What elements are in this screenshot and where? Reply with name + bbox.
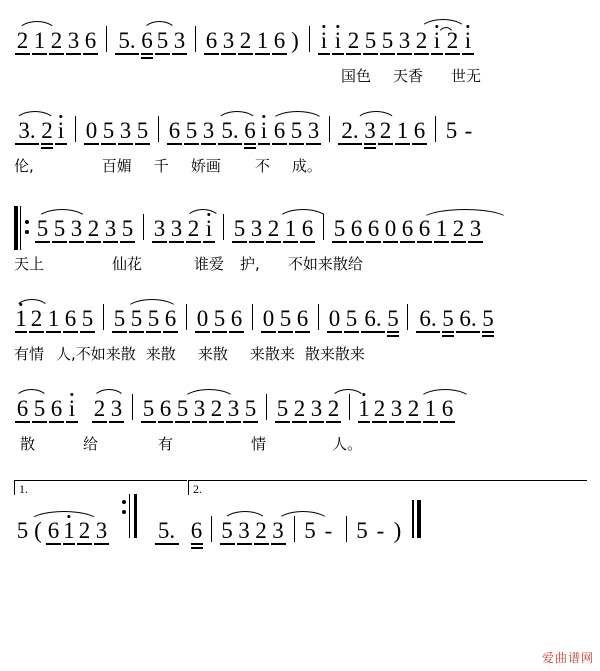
note: 3: [236, 508, 253, 554]
dash: -: [376, 518, 385, 543]
barline: [186, 304, 187, 330]
system-4: [0, 296, 600, 366]
note: 1: [45, 296, 62, 342]
barline: [195, 26, 196, 52]
dash: -: [464, 118, 473, 143]
system-1: [0, 18, 600, 88]
note: 6.: [360, 296, 386, 342]
lyric: 情: [251, 435, 267, 453]
note: 2: [413, 18, 430, 64]
volta-number-1: 1.: [19, 482, 28, 496]
note: 1: [394, 108, 411, 154]
system-1-notes: [0, 18, 600, 64]
lyric: 人,不如来散: [56, 345, 136, 363]
lyric: 护,: [240, 255, 260, 273]
lyric: 不: [254, 157, 270, 175]
lyric: 天香: [393, 67, 424, 85]
lyric: 娇画: [190, 157, 221, 175]
note: 6.: [455, 296, 481, 342]
lyric: 人。: [332, 435, 363, 453]
note: 2: [377, 108, 394, 154]
lyric: 有: [158, 435, 174, 453]
lyric: 散: [20, 435, 36, 453]
note: 2: [371, 386, 388, 432]
note: 5: [119, 206, 136, 252]
volta-bracket-1: [14, 480, 187, 495]
note: 5: [386, 296, 400, 342]
barline: [132, 394, 133, 420]
note: 3: [108, 386, 125, 432]
note: 3: [225, 386, 242, 432]
system-5-notes: [0, 386, 600, 432]
note: 5: [183, 108, 200, 154]
note: 6.: [415, 296, 441, 342]
note: 5: [304, 518, 316, 543]
lyric: 谁爱: [194, 255, 225, 273]
note: 3: [467, 206, 484, 252]
note: 3: [102, 206, 119, 252]
note: 5.: [114, 18, 140, 64]
note: 2: [28, 296, 45, 342]
note: 6: [190, 508, 204, 554]
note: 2: [91, 386, 108, 432]
note: 3.: [14, 108, 40, 154]
note: 5: [441, 296, 455, 342]
note: 2: [291, 386, 308, 432]
note: 6: [294, 296, 311, 342]
note-high: i: [54, 108, 68, 154]
barline: [266, 394, 267, 420]
lyric: 来散来: [249, 345, 295, 363]
lyric: 有情: [14, 345, 45, 363]
rest: 0: [326, 296, 343, 342]
barline: [211, 516, 212, 542]
system-5: [0, 386, 600, 456]
note: 3: [363, 108, 377, 154]
note: 2: [40, 108, 54, 154]
lyric: 散来散来: [304, 345, 365, 363]
barline: [106, 26, 107, 52]
note: 2: [48, 18, 65, 64]
note-high: i: [202, 206, 216, 252]
note: 3: [117, 108, 134, 154]
close-paren: ): [393, 518, 402, 543]
note: 3: [200, 108, 217, 154]
note: 6: [299, 206, 316, 252]
rest: 0: [194, 296, 211, 342]
note: 1: [31, 18, 48, 64]
system-2-lyrics: [0, 154, 600, 178]
barline: [329, 116, 330, 142]
note: 5: [154, 18, 171, 64]
barline: [75, 116, 76, 142]
system-3: [0, 206, 600, 276]
note: 3: [248, 206, 265, 252]
volta-bracket-2: [188, 480, 587, 495]
lyric: 来散: [197, 345, 228, 363]
barline: [158, 116, 159, 142]
note: 2: [208, 386, 225, 432]
note: 5: [231, 206, 248, 252]
note-high: 1: [357, 386, 371, 432]
rest: 0: [382, 206, 399, 252]
note: 6: [45, 508, 62, 554]
note: 5: [140, 386, 157, 432]
system-3-lyrics: [0, 252, 600, 276]
note: 2: [14, 18, 31, 64]
note: 6: [62, 296, 79, 342]
note: 6: [439, 386, 456, 432]
note-high: i: [331, 18, 345, 64]
note-high: 1: [14, 296, 28, 342]
lyric: 不如来散给: [287, 255, 363, 273]
barline: [435, 116, 436, 142]
lyric: 成。: [291, 157, 322, 175]
system-6: [0, 470, 600, 565]
phrase-close-paren: ): [291, 28, 299, 53]
note: 5: [34, 206, 51, 252]
note: 2: [450, 206, 467, 252]
note: 6: [271, 18, 288, 64]
note: 6: [140, 18, 154, 64]
note: 5: [79, 296, 96, 342]
note: 5.: [154, 508, 180, 554]
note: 3: [270, 508, 287, 554]
system-5-lyrics: [0, 432, 600, 456]
dash: -: [324, 518, 333, 543]
note: 2: [185, 206, 202, 252]
barline: [103, 304, 104, 330]
note-high: i: [461, 18, 475, 64]
note: 5: [111, 296, 128, 342]
note: 2.: [337, 108, 363, 154]
note: 2: [85, 206, 102, 252]
note: 3: [191, 386, 208, 432]
note: 3: [308, 386, 325, 432]
open-paren: (: [34, 518, 42, 543]
note: 5: [481, 296, 495, 342]
note: 6: [348, 206, 365, 252]
lyric: 仙花: [112, 255, 143, 273]
note: 2: [253, 508, 270, 554]
note: 3: [305, 108, 322, 154]
site-watermark: 爱曲谱网: [541, 651, 594, 665]
note: 3: [151, 206, 168, 252]
system-2-notes: [0, 108, 600, 154]
note: 2: [76, 508, 93, 554]
note: 1: [254, 18, 271, 64]
note-high: i: [430, 18, 444, 64]
system-3-notes: [0, 206, 600, 252]
lyric: 世无: [451, 67, 482, 85]
note: 2: [345, 18, 362, 64]
barline: [223, 214, 224, 240]
note: 5: [100, 108, 117, 154]
note: 6: [162, 296, 179, 342]
note: 2: [237, 18, 254, 64]
note: 5: [31, 386, 48, 432]
note: 5: [219, 508, 236, 554]
note: 1: [422, 386, 439, 432]
barline: [143, 214, 144, 240]
lyric: 天上: [14, 255, 45, 273]
system-4-notes: [0, 296, 600, 342]
system-4-lyrics: [0, 342, 600, 366]
note: 5: [16, 518, 29, 543]
note-high: i: [65, 386, 79, 432]
note: 5: [343, 296, 360, 342]
barline: [318, 304, 319, 330]
note: 5: [356, 518, 368, 543]
note-high: i: [257, 108, 271, 154]
note: 6: [411, 108, 428, 154]
note: 5: [445, 118, 458, 143]
note: 6: [48, 386, 65, 432]
barline: [252, 304, 253, 330]
note: 2: [325, 386, 342, 432]
note: 5: [274, 386, 291, 432]
lyric: 国色: [341, 67, 372, 85]
note: 6: [228, 296, 245, 342]
note: 5: [145, 296, 162, 342]
system-6-notes: [0, 508, 600, 554]
note: 2: [265, 206, 282, 252]
barline: [309, 26, 310, 52]
note: 5.: [217, 108, 243, 154]
system-2: [0, 108, 600, 178]
note: 5: [134, 108, 151, 154]
note: 6: [271, 108, 288, 154]
note: 5: [211, 296, 228, 342]
note: 1: [433, 206, 450, 252]
note-high: i: [317, 18, 331, 64]
note: 3: [388, 386, 405, 432]
note: 6: [416, 206, 433, 252]
note: 5: [242, 386, 259, 432]
lyric: 来散: [145, 345, 176, 363]
note: 3: [220, 18, 237, 64]
lyric: 给: [83, 435, 99, 453]
note: 3: [93, 508, 110, 554]
note: 2: [405, 386, 422, 432]
note: 6: [14, 386, 31, 432]
barline: [407, 304, 408, 330]
barline: [346, 516, 347, 542]
note: 3: [68, 206, 85, 252]
note: 2: [444, 18, 461, 64]
note: 3: [168, 206, 185, 252]
note: 5: [174, 386, 191, 432]
note: 6: [243, 108, 257, 154]
note: 6: [166, 108, 183, 154]
note: 5: [51, 206, 68, 252]
note: 6: [399, 206, 416, 252]
lyric: 百媚: [101, 157, 132, 175]
rest: 0: [83, 108, 100, 154]
note: 3: [171, 18, 188, 64]
note-high: 1: [62, 508, 76, 554]
lyric: 伦,: [14, 157, 34, 175]
volta-number-2: 2.: [193, 482, 202, 496]
note: 6: [365, 206, 382, 252]
note: 3: [396, 18, 413, 64]
note: 5: [331, 206, 348, 252]
note: 5: [128, 296, 145, 342]
note: 3: [65, 18, 82, 64]
note: 6: [157, 386, 174, 432]
lyric: 千: [153, 157, 169, 175]
note: 5: [379, 18, 396, 64]
note: 1: [282, 206, 299, 252]
system-1-lyrics: [0, 64, 600, 88]
rest: 0: [260, 296, 277, 342]
note: 5: [362, 18, 379, 64]
note: 6: [82, 18, 99, 64]
note: 5: [277, 296, 294, 342]
note: 5: [288, 108, 305, 154]
note: 6: [203, 18, 220, 64]
